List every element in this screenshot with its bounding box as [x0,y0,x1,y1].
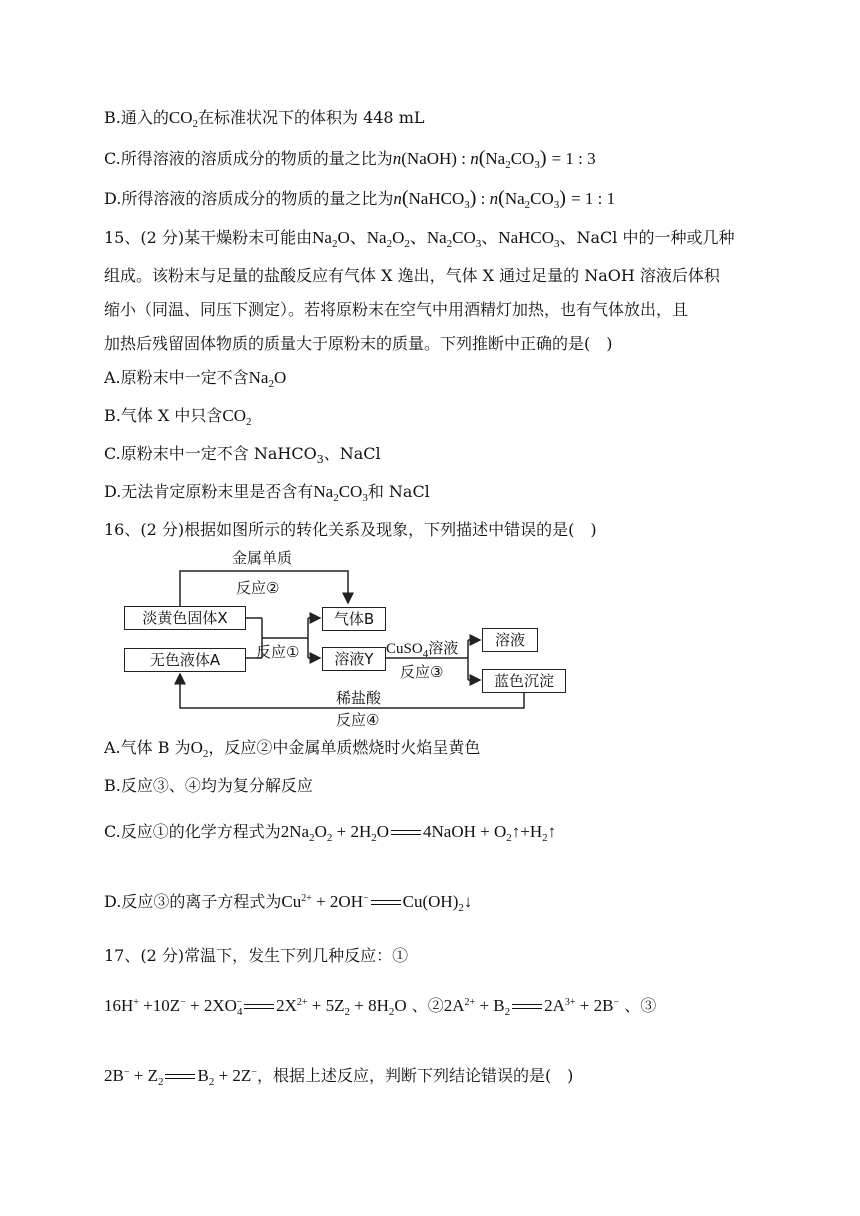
box-yellow-solid-x: 淡黄色固体X [124,606,246,630]
formula-list: $Na_2O$、$Na_2O_2$、$Na_2CO_3$、NaHCO$_3$、 [312,228,577,250]
option-15-b: B.气体 X 中只含$CO_2$ [104,406,252,428]
option-14-d: D.所得溶液的溶质成分的物质的量之比为n(NaHCO$_3$) : $n(Na_2CO_3) = 1$ : 1 [104,187,616,211]
label-reaction4: 反应④ [336,711,380,729]
option-16-d: D.反应③的离子方程式为$Cu^{2+} + 2OH^-$ $Cu(OH)_2↓$ [104,892,473,914]
option-15-a: A.原粉末中一定不含$Na_2O$ [104,368,287,390]
conversion-diagram [124,548,584,728]
box-gas-b: 气体B [322,607,386,631]
label-reaction3: 反应③ [400,663,444,681]
option-15-d: D.无法肯定原粉末里是否含有$Na_2CO_3$和 NaCl [104,482,430,504]
label-metal: 金属单质 [232,549,293,567]
q15-stem-line3: 缩小（同温、同压下测定）。若将原粉末在空气中用酒精灯加热，也有气体放出，且 [104,300,689,319]
label-reaction2: 反应② [236,579,280,597]
q15-stem-line1: 15、(2 分)某干燥粉末可能由$Na_2O$、$Na_2O_2$、$Na_2CO_3$、NaHCO$_3$、NaCl 中的一种或几种 [104,228,735,250]
equation-17-3: $2B^- + Z_2$ $B_2 + 2Z^-$ [104,1066,257,1088]
equation-16d: $Cu^{2+} + 2OH^-$ $Cu(OH)_2↓$ [281,892,473,914]
option-15-c: C.原粉末中一定不含 NaHCO$_3$、NaCl [104,444,381,466]
option-16-b: B.反应③、④均为复分解反应 [104,776,313,795]
option-14-c: C.所得溶液的溶质成分的物质的量之比为n(NaOH) : $n(Na_2CO_3) = 1$ : 3 [104,147,596,171]
formula-ratio-d: n(NaHCO$_3$) : $n(Na_2CO_3)$ [393,187,566,211]
box-colorless-liquid-a: 无色液体A [124,648,246,672]
q17-reaction3-line: $2B^- + Z_2$ $B_2 + 2Z^-$，根据上述反应，判断下列结论错误的是( ) [104,1066,574,1088]
equation-16c: $2Na_2O_2 + 2H_2O$ 4NaOH + $O_2↑+H_2↑$ [280,822,557,844]
q15-stem-line4: 加热后残留固体物质的质量大于原粉末的质量。下列推断中正确的是( ) [104,334,613,353]
formula-ratio-c: n(NaOH) : $n(Na_2CO_3)$ [392,147,547,171]
option-16-a: A.气体 B 为$O_2$，反应②中金属单质燃烧时火焰呈黄色 [104,738,481,760]
box-solution-y: 溶液Y [322,647,386,671]
option-14-b: B.通入的$CO_2$在标准状况下的体积为 448 mL [104,108,425,130]
equation-17-2: $2A^{2+} + B_2$ $2A^{3+} + 2B^-$ [443,996,620,1018]
q15-stem-line2: 组成。该粉末与足量的盐酸反应有气体 X 逸出，气体 X 通过足量的 NaOH 溶液后体积 [104,266,720,285]
option-16-c: C.反应①的化学方程式为$2Na_2O_2 + 2H_2O$ 4NaOH + $O_2↑+H_2↑$ [104,822,557,844]
formula-co2: $CO_2$ [168,108,198,130]
label-cuso4: CuSO$_4$溶液 [386,639,459,660]
label-hcl: 稀盐酸 [336,689,382,707]
q16-stem: 16、(2 分)根据如图所示的转化关系及现象，下列描述中错误的是( ) [104,520,597,539]
box-blue-precipitate: 蓝色沉淀 [482,669,566,693]
equation-17-1: $16H^+ +10Z^- + 2XO_4^-$ $2X^{2+} + 5Z_2 + 8H_2O$ [104,996,407,1018]
box-solution: 溶液 [482,628,538,652]
q17-stem: 17、(2 分)常温下，发生下列几种反应：① [104,946,409,965]
q17-reactions: $16H^+ +10Z^- + 2XO_4^-$ $2X^{2+} + 5Z_2 + 8H_2O$ 、$②2A^{2+} + B_2$ $2A^{3+} + 2B^-$ 、③ [104,996,657,1018]
label-reaction1: 反应① [256,643,300,661]
